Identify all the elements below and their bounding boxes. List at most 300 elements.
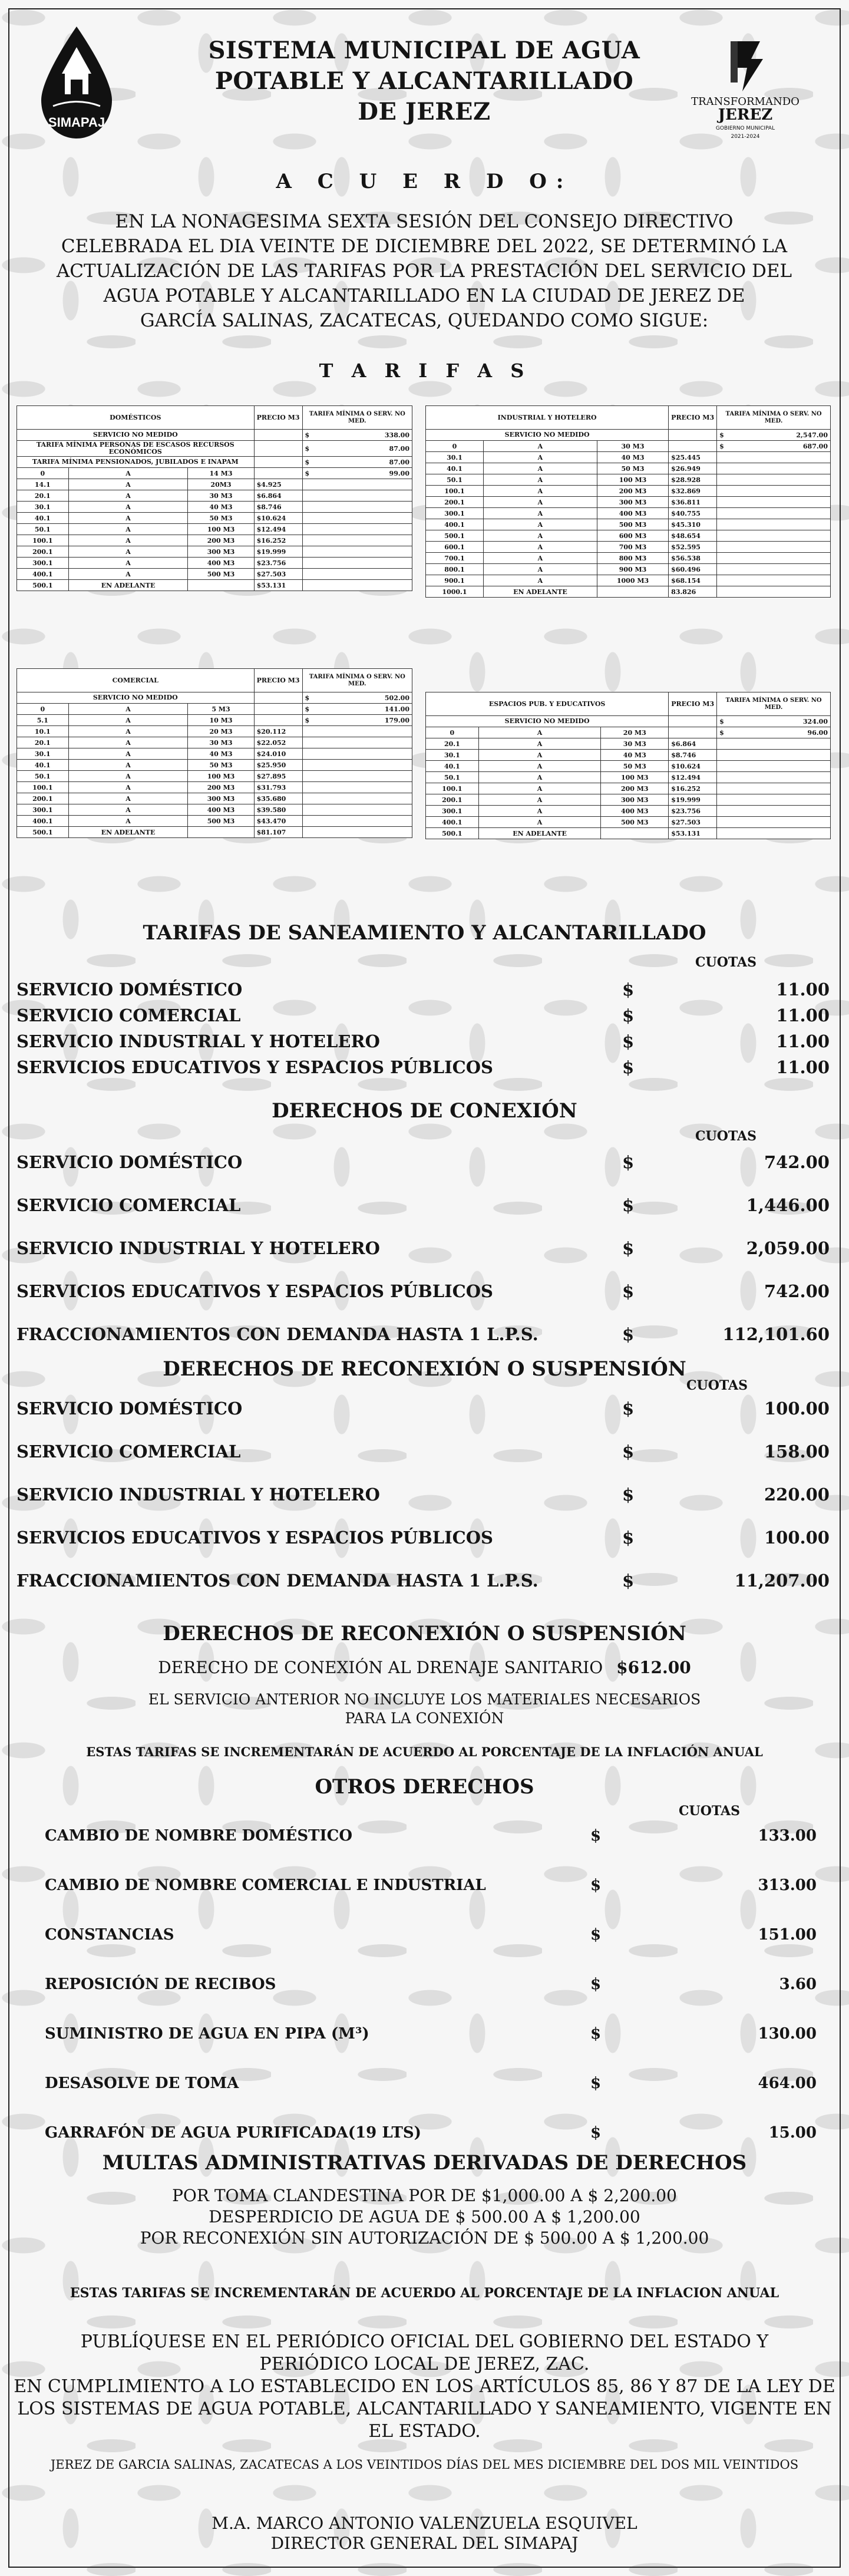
row-min: 87.00	[315, 441, 412, 457]
row-min	[730, 586, 831, 598]
range-from: 500.1	[17, 827, 69, 838]
fee-label: CAMBIO DE NOMBRE DOMÉSTICO	[45, 1827, 352, 1845]
range-to: 100 M3	[188, 524, 254, 535]
text-line: ACTUALIZACIÓN DE LAS TARIFAS POR LA PRESTACIÓN DEL SERVICIO DEL	[56, 260, 792, 282]
range-from: 200.1	[426, 794, 479, 806]
row-min	[730, 542, 831, 553]
row-min	[730, 553, 831, 564]
reconexion-row	[16, 1571, 830, 1597]
row-price: $22.052	[254, 737, 302, 748]
range-sep: A	[483, 542, 597, 553]
range-sep: A	[68, 737, 188, 748]
table-domesticos	[16, 405, 412, 591]
range-from: 40.1	[17, 760, 69, 771]
range-from: 50.1	[17, 771, 69, 782]
range-from: 20.1	[17, 490, 69, 502]
currency-sign: $	[622, 1057, 635, 1077]
fee-label: REPOSICIÓN DE RECIBOS	[45, 1975, 276, 1993]
range-from: 30.1	[17, 502, 69, 513]
fee-amount: 11.00	[776, 1031, 830, 1051]
currency-sign: $	[622, 1485, 635, 1505]
range-from: 400.1	[426, 817, 479, 828]
row-min: 324.00	[730, 716, 831, 727]
range-from: 0	[17, 468, 69, 479]
range-to: 400 M3	[188, 558, 254, 569]
row-min	[315, 490, 412, 502]
table-row	[426, 806, 831, 817]
range-to: 200 M3	[597, 486, 668, 497]
fee-label: SERVICIO DOMÉSTICO	[16, 1399, 243, 1419]
currency-sign	[302, 490, 315, 502]
svg-text:SIMAPAJ: SIMAPAJ	[48, 115, 105, 130]
table-row	[426, 564, 831, 575]
range-sep: A	[68, 726, 188, 737]
row-price: $35.680	[254, 793, 302, 804]
row-price: $16.252	[254, 535, 302, 546]
range-sep: A	[68, 569, 188, 580]
fee-amount: 3.60	[779, 1975, 817, 1993]
incremento-note: ESTAS TARIFAS SE INCREMENTARÁN DE ACUERDO AL PORCENTAJE DE LA INFLACION ANUAL	[70, 2285, 779, 2301]
range-from: 100.1	[17, 535, 69, 546]
fee-amount: 11.00	[776, 979, 830, 1000]
row-price: $12.494	[669, 772, 717, 783]
range-from: 400.1	[17, 569, 69, 580]
table-row	[17, 827, 412, 838]
drenaje-heading: DERECHOS DE RECONEXIÓN O SUSPENSIÓN	[163, 1622, 686, 1645]
row-price: $4.925	[254, 479, 302, 490]
range-from: 30.1	[426, 750, 479, 761]
row-min	[315, 804, 412, 816]
fee-amount: 112,101.60	[722, 1324, 830, 1344]
currency-sign	[717, 553, 730, 564]
svg-text:TRANSFORMANDO: TRANSFORMANDO	[691, 95, 800, 108]
range-to: 200 M3	[188, 535, 254, 546]
title-line: DE JEREZ	[358, 98, 491, 126]
range-from: 20.1	[426, 738, 479, 750]
range-from: 40.1	[17, 513, 69, 524]
currency-sign	[717, 519, 730, 530]
currency-sign	[717, 794, 730, 806]
col-header-price: PRECIO M3	[669, 692, 717, 716]
table-espacios	[425, 692, 831, 839]
jerez-logo	[678, 35, 813, 147]
col-header-min: TARIFA MÍNIMA O SERV. NO MED.	[717, 406, 831, 430]
text-line: PUBLÍQUESE EN EL PERIÓDICO OFICIAL DEL GOBIERNO DEL ESTADO Y	[80, 2331, 769, 2352]
row-price: $27.503	[669, 817, 717, 828]
range-from: 5.1	[17, 715, 69, 726]
signatory-name: M.A. MARCO ANTONIO VALENZUELA ESQUIVEL	[212, 2514, 637, 2533]
row-price: $23.756	[254, 558, 302, 569]
col-header-price: PRECIO M3	[254, 669, 302, 692]
fee-label: GARRAFÓN DE AGUA PURIFICADA(19 LTS)	[45, 2124, 421, 2142]
table-row	[426, 783, 831, 794]
range-sep: A	[478, 761, 601, 772]
currency-sign	[302, 502, 315, 513]
fee-amount: 1,446.00	[746, 1195, 830, 1215]
conexion-row	[16, 1195, 830, 1221]
row-min	[315, 760, 412, 771]
row-min: 99.00	[315, 468, 412, 479]
text-line: EL ESTADO.	[368, 2421, 481, 2442]
range-from: 300.1	[426, 806, 479, 817]
currency-sign: $	[622, 1152, 635, 1172]
currency-sign: $	[302, 430, 315, 441]
col-header-min: TARIFA MÍNIMA O SERV. NO MED.	[717, 692, 831, 716]
table-row	[17, 793, 412, 804]
table-row	[426, 772, 831, 783]
row-min	[730, 772, 831, 783]
currency-sign	[302, 804, 315, 816]
table-row	[17, 816, 412, 827]
fee-label: SERVICIO DOMÉSTICO	[16, 1152, 243, 1172]
fee-label: SERVICIOS EDUCATIVOS Y ESPACIOS PÚBLICOS	[16, 1281, 493, 1301]
range-sep: A	[478, 806, 601, 817]
row-price: $27.895	[254, 771, 302, 782]
row-price	[254, 468, 302, 479]
table-row	[426, 738, 831, 750]
row-price	[669, 430, 717, 441]
tarifas-heading: T A R I F A S	[319, 359, 530, 382]
range-to	[597, 586, 668, 598]
currency-sign: $	[622, 1442, 635, 1462]
fee-amount: 100.00	[764, 1399, 830, 1419]
currency-sign: $	[622, 1399, 635, 1419]
currency-sign	[717, 828, 730, 839]
currency-sign: $	[622, 1324, 635, 1344]
conexion-cuotas-label: CUOTAS	[695, 1129, 756, 1144]
range-sep: A	[483, 553, 597, 564]
row-min	[315, 524, 412, 535]
table-row	[426, 727, 831, 738]
range-sep: EN ADELANTE	[68, 580, 188, 591]
range-from: 20.1	[17, 737, 69, 748]
range-from: 500.1	[426, 530, 484, 542]
table-header-row	[426, 406, 831, 430]
fee-label: SERVICIOS EDUCATIVOS Y ESPACIOS PÚBLICOS	[16, 1057, 493, 1077]
drenaje-line	[0, 1657, 849, 1678]
saneamiento-row	[16, 1057, 830, 1083]
table-row	[17, 468, 412, 479]
fee-amount: 100.00	[764, 1528, 830, 1548]
conexion-row	[16, 1152, 830, 1178]
col-header-category: INDUSTRIAL Y HOTELERO	[426, 406, 669, 430]
currency-sign	[717, 738, 730, 750]
table-row	[426, 750, 831, 761]
currency-sign: $	[590, 2124, 602, 2142]
conexion-heading: DERECHOS DE CONEXIÓN	[272, 1099, 577, 1123]
range-from: 300.1	[426, 508, 484, 519]
row-min: 338.00	[315, 430, 412, 441]
table-row	[426, 474, 831, 486]
row-price: 83.826	[669, 586, 717, 598]
row-price: $19.999	[669, 794, 717, 806]
fee-label: SUMINISTRO DE AGUA EN PIPA (M³)	[45, 2025, 369, 2043]
row-price	[669, 441, 717, 452]
row-price: $8.746	[669, 750, 717, 761]
fee-label: SERVICIO COMERCIAL	[16, 1442, 241, 1462]
range-to: 40 M3	[597, 452, 668, 463]
otros-row	[45, 1827, 817, 1853]
drop-logo-icon	[35, 24, 118, 141]
range-from: 50.1	[426, 772, 479, 783]
col-header-price: PRECIO M3	[669, 406, 717, 430]
range-sep: A	[68, 760, 188, 771]
row-price: $6.864	[254, 490, 302, 502]
row-min	[730, 497, 831, 508]
text-line: EL SERVICIO ANTERIOR NO INCLUYE LOS MATERIALES NECESARIOS	[148, 1691, 701, 1708]
col-header-price: PRECIO M3	[254, 406, 302, 430]
range-to	[188, 827, 254, 838]
range-sep: A	[478, 817, 601, 828]
fee-label: SERVICIO COMERCIAL	[16, 1195, 241, 1215]
range-to: 500 M3	[188, 816, 254, 827]
row-price: $10.624	[669, 761, 717, 772]
col-header-category: COMERCIAL	[17, 669, 255, 692]
svg-text:GOBIERNO MUNICIPAL: GOBIERNO MUNICIPAL	[715, 126, 775, 131]
row-price: $12.494	[254, 524, 302, 535]
table-row	[17, 580, 412, 591]
table-row	[17, 704, 412, 715]
row-label: SERVICIO NO MEDIDO	[426, 430, 669, 441]
text-line: LOS SISTEMAS DE AGUA POTABLE, ALCANTARILLADO Y SANEAMIENTO, VIGENTE EN	[17, 2399, 832, 2419]
fee-amount: 11,207.00	[734, 1571, 830, 1591]
row-price: $26.949	[669, 463, 717, 474]
currency-sign	[717, 452, 730, 463]
table-row	[426, 553, 831, 564]
range-sep: A	[483, 452, 597, 463]
range-to: 100 M3	[597, 474, 668, 486]
reconexion-row	[16, 1485, 830, 1510]
fee-amount: 130.00	[758, 2025, 817, 2043]
range-sep: A	[483, 441, 597, 452]
range-sep: A	[68, 479, 188, 490]
table-row-special	[426, 716, 831, 727]
text-line: EN CUMPLIMIENTO A LO ESTABLECIDO EN LOS ARTÍCULOS 85, 86 Y 87 DE LA LEY DE	[14, 2376, 835, 2397]
otros-heading: OTROS DERECHOS	[315, 1775, 534, 1799]
currency-sign	[302, 793, 315, 804]
currency-sign	[302, 479, 315, 490]
row-price: $48.654	[669, 530, 717, 542]
range-sep: A	[483, 530, 597, 542]
range-sep: A	[483, 463, 597, 474]
row-min	[730, 452, 831, 463]
table-row	[17, 524, 412, 535]
currency-sign	[717, 463, 730, 474]
currency-sign	[302, 771, 315, 782]
table-row	[426, 497, 831, 508]
row-price	[254, 704, 302, 715]
range-from: 14.1	[17, 479, 69, 490]
range-to: 100 M3	[601, 772, 669, 783]
row-price: $56.538	[669, 553, 717, 564]
row-min: 687.00	[730, 441, 831, 452]
range-sep: A	[478, 750, 601, 761]
range-sep: A	[68, 804, 188, 816]
col-header-min: TARIFA MÍNIMA O SERV. NO MED.	[302, 406, 412, 430]
currency-sign: $	[302, 715, 315, 726]
range-to: 500 M3	[188, 569, 254, 580]
row-min	[315, 502, 412, 513]
range-to: 200 M3	[188, 782, 254, 793]
row-min	[315, 816, 412, 827]
currency-sign: $	[590, 1975, 602, 1993]
row-label: SERVICIO NO MEDIDO	[17, 430, 255, 441]
currency-sign	[717, 542, 730, 553]
currency-sign: $	[590, 2074, 602, 2092]
range-sep: A	[68, 490, 188, 502]
currency-sign	[302, 737, 315, 748]
otros-row	[45, 2074, 817, 2100]
range-from: 200.1	[426, 497, 484, 508]
range-to: 50 M3	[597, 463, 668, 474]
firma	[0, 2514, 849, 2554]
table-row	[426, 542, 831, 553]
row-price: $28.928	[669, 474, 717, 486]
row-min	[730, 783, 831, 794]
fee-label: DESASOLVE DE TOMA	[45, 2074, 239, 2092]
table-row	[426, 519, 831, 530]
svg-text:JEREZ: JEREZ	[718, 106, 773, 124]
row-price: $23.756	[669, 806, 717, 817]
range-from: 300.1	[17, 558, 69, 569]
table-row	[17, 771, 412, 782]
row-min	[315, 546, 412, 558]
range-to: 300 M3	[597, 497, 668, 508]
row-min	[315, 827, 412, 838]
range-to: 10 M3	[188, 715, 254, 726]
range-to: 5 M3	[188, 704, 254, 715]
table-row	[17, 546, 412, 558]
row-min	[730, 474, 831, 486]
reconexion-row	[16, 1399, 830, 1424]
currency-sign	[302, 816, 315, 827]
range-from: 1000.1	[426, 586, 484, 598]
range-to: 50 M3	[188, 760, 254, 771]
row-label: SERVICIO NO MEDIDO	[17, 692, 255, 704]
range-to: 200 M3	[601, 783, 669, 794]
row-price	[254, 692, 302, 704]
svg-text:2021-2024: 2021-2024	[731, 134, 760, 140]
publiquese-text	[0, 2331, 849, 2443]
range-to: 800 M3	[597, 553, 668, 564]
table-row	[426, 452, 831, 463]
range-sep: A	[68, 535, 188, 546]
fee-amount: 158.00	[764, 1442, 830, 1462]
range-sep: A	[478, 727, 601, 738]
currency-sign	[717, 575, 730, 586]
otros-row	[45, 1876, 817, 1902]
currency-sign	[302, 760, 315, 771]
currency-sign	[302, 546, 315, 558]
simapaj-logo	[35, 24, 118, 141]
currency-sign: $	[622, 979, 635, 1000]
otros-row	[45, 1975, 817, 2001]
conexion-row	[16, 1324, 830, 1350]
text-line: POR RECONEXIÓN SIN AUTORIZACIÓN DE $ 500.00 A $ 1,200.00	[140, 2228, 709, 2248]
row-price: $68.154	[669, 575, 717, 586]
range-from: 900.1	[426, 575, 484, 586]
currency-sign: $	[302, 704, 315, 715]
range-sep: A	[68, 748, 188, 760]
table-row	[17, 726, 412, 737]
range-to: 50 M3	[188, 513, 254, 524]
table-row	[426, 575, 831, 586]
range-sep: A	[483, 508, 597, 519]
col-header-category: DOMÉSTICOS	[17, 406, 255, 430]
table-row	[17, 782, 412, 793]
row-min	[730, 564, 831, 575]
row-min	[315, 793, 412, 804]
otros-row	[45, 2025, 817, 2051]
range-from: 400.1	[426, 519, 484, 530]
range-to: 30 M3	[597, 441, 668, 452]
row-min	[315, 569, 412, 580]
text-line: GARCÍA SALINAS, ZACATECAS, QUEDANDO COMO SIGUE:	[140, 310, 709, 331]
currency-sign: $	[302, 457, 315, 468]
range-sep: EN ADELANTE	[68, 827, 188, 838]
currency-sign	[717, 497, 730, 508]
table-row	[17, 558, 412, 569]
drenaje-note	[0, 1690, 849, 1728]
currency-sign	[717, 530, 730, 542]
table-row	[426, 441, 831, 452]
otros-row	[45, 1926, 817, 1952]
row-price: $43.470	[254, 816, 302, 827]
currency-sign: $	[590, 2025, 602, 2043]
range-from: 40.1	[426, 761, 479, 772]
row-min	[315, 580, 412, 591]
table-row	[426, 508, 831, 519]
table-row	[426, 586, 831, 598]
fee-label: FRACCIONAMIENTOS CON DEMANDA HASTA 1 L.P.S.	[16, 1324, 539, 1344]
table-row	[17, 535, 412, 546]
row-min	[730, 738, 831, 750]
jerez-emblem-icon	[678, 35, 813, 147]
range-sep: A	[68, 558, 188, 569]
range-to: 14 M3	[188, 468, 254, 479]
range-to: 40 M3	[188, 502, 254, 513]
currency-sign: $	[622, 1195, 635, 1215]
range-from: 700.1	[426, 553, 484, 564]
row-price: $20.112	[254, 726, 302, 737]
row-price: $19.999	[254, 546, 302, 558]
saneamiento-cuotas-label: CUOTAS	[695, 955, 756, 970]
row-price: $81.107	[254, 827, 302, 838]
fee-amount: 11.00	[776, 1005, 830, 1025]
currency-sign	[302, 558, 315, 569]
row-min	[730, 486, 831, 497]
table-comercial	[16, 668, 412, 838]
table-row	[17, 715, 412, 726]
fee-amount: 133.00	[758, 1827, 817, 1845]
range-sep: A	[478, 738, 601, 750]
table-row	[17, 513, 412, 524]
table-row	[17, 737, 412, 748]
table-row	[426, 794, 831, 806]
row-price: $16.252	[669, 783, 717, 794]
fee-label: SERVICIO COMERCIAL	[16, 1005, 241, 1025]
table-row	[426, 530, 831, 542]
currency-sign: $	[622, 1571, 635, 1591]
range-to: 300 M3	[188, 546, 254, 558]
range-from: 40.1	[426, 463, 484, 474]
row-min	[315, 737, 412, 748]
row-min	[315, 535, 412, 546]
fee-label: SERVICIO INDUSTRIAL Y HOTELERO	[16, 1485, 380, 1505]
range-to: 30 M3	[188, 737, 254, 748]
row-price: $10.624	[254, 513, 302, 524]
currency-sign: $	[622, 1238, 635, 1258]
